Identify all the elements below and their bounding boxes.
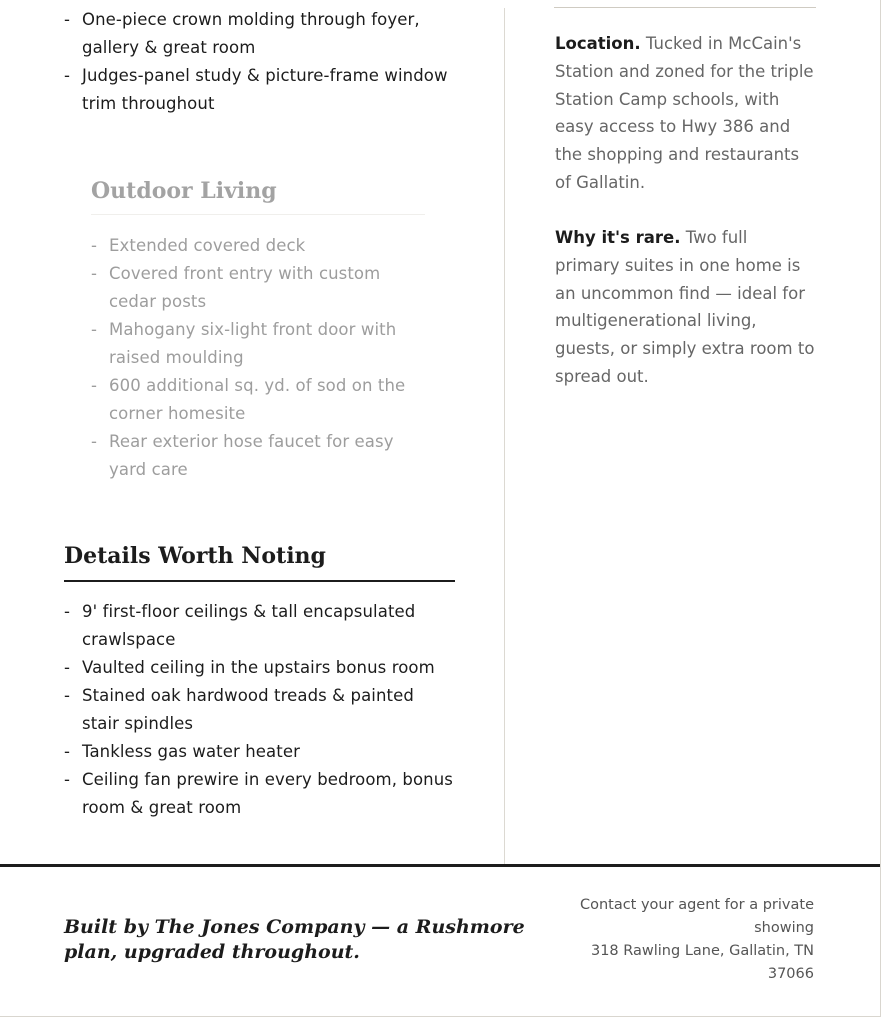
why-rare-label: Why it's rare. <box>555 228 681 247</box>
footer-contact <box>574 894 814 986</box>
list-item-text: Stained oak hardwood treads & painted stair spindles <box>82 686 414 733</box>
list-item <box>64 6 456 62</box>
dash-bullet: - <box>91 264 98 283</box>
list-item-text: Extended covered deck <box>109 236 306 255</box>
list-item <box>64 766 456 822</box>
details-list <box>64 598 456 822</box>
list-item-text: Covered front entry with custom cedar posts <box>109 264 381 311</box>
dash-bullet: - <box>64 602 71 621</box>
footer-divider <box>0 864 880 867</box>
list-item-text: 600 additional sq. yd. of sod on the corner homesite <box>109 376 406 423</box>
section-heading: Outdoor Living <box>91 178 277 204</box>
list-item-text: One-piece crown molding through foyer, gallery & great room <box>82 10 420 57</box>
why-rare-text: Two full primary suites in one home is an uncommon find — ideal for multigenerational living, guests, or simply extra room to spread out. <box>555 228 815 386</box>
dash-bullet: - <box>64 686 71 705</box>
sidebar-top-rule <box>554 7 816 8</box>
address-line: 318 Rawling Lane, Gallatin, TN 37066 <box>590 943 814 982</box>
list-item <box>91 232 425 260</box>
list-item <box>64 598 456 654</box>
list-item <box>91 372 425 428</box>
list-item <box>64 738 456 766</box>
list-item <box>64 682 456 738</box>
column-divider <box>504 8 505 865</box>
list-item <box>64 654 456 682</box>
list-item-text: Tankless gas water heater <box>82 742 300 761</box>
section-divider <box>64 580 455 582</box>
list-item-text: Ceiling fan prewire in every bedroom, bonus room & great room <box>82 770 453 817</box>
list-item <box>91 316 425 372</box>
list-item-text: Mahogany six-light front door with raised moulding <box>109 320 397 367</box>
dash-bullet: - <box>64 742 71 761</box>
details-section <box>64 537 456 822</box>
dash-bullet: - <box>64 658 71 677</box>
list-item-text: Judges-panel study & picture-frame window trim throughout <box>82 66 448 113</box>
list-item-text: Vaulted ceiling in the upstairs bonus room <box>82 658 435 677</box>
location-paragraph <box>555 30 817 197</box>
features-list-continued <box>64 6 456 118</box>
dash-bullet: - <box>64 66 71 85</box>
dash-bullet: - <box>91 236 98 255</box>
dash-bullet: - <box>91 320 98 339</box>
why-rare-paragraph <box>555 224 817 391</box>
list-item <box>64 62 456 118</box>
dash-bullet: - <box>91 432 98 451</box>
contact-line: Contact your agent for a private showing <box>579 897 814 936</box>
section-heading: Details Worth Noting <box>64 543 326 569</box>
section-divider <box>91 214 425 215</box>
outdoor-list <box>91 232 425 484</box>
location-text: Tucked in McCain's Station and zoned for the triple Station Camp schools, with easy access to Hwy 386 and the shopping and restaurants of Gallatin. <box>555 34 814 192</box>
dash-bullet: - <box>91 376 98 395</box>
outdoor-living-section <box>91 172 425 484</box>
dash-bullet: - <box>64 770 71 789</box>
footer-tagline: Built by The Jones Company — a Rushmore plan, upgraded throughout. <box>64 916 525 963</box>
list-item-text: Rear exterior hose faucet for easy yard care <box>109 432 394 479</box>
list-item <box>91 428 425 484</box>
list-item-text: 9' first-floor ceilings & tall encapsulated crawlspace <box>82 602 416 649</box>
dash-bullet: - <box>64 10 71 29</box>
list-item <box>91 260 425 316</box>
location-label: Location. <box>555 34 641 53</box>
